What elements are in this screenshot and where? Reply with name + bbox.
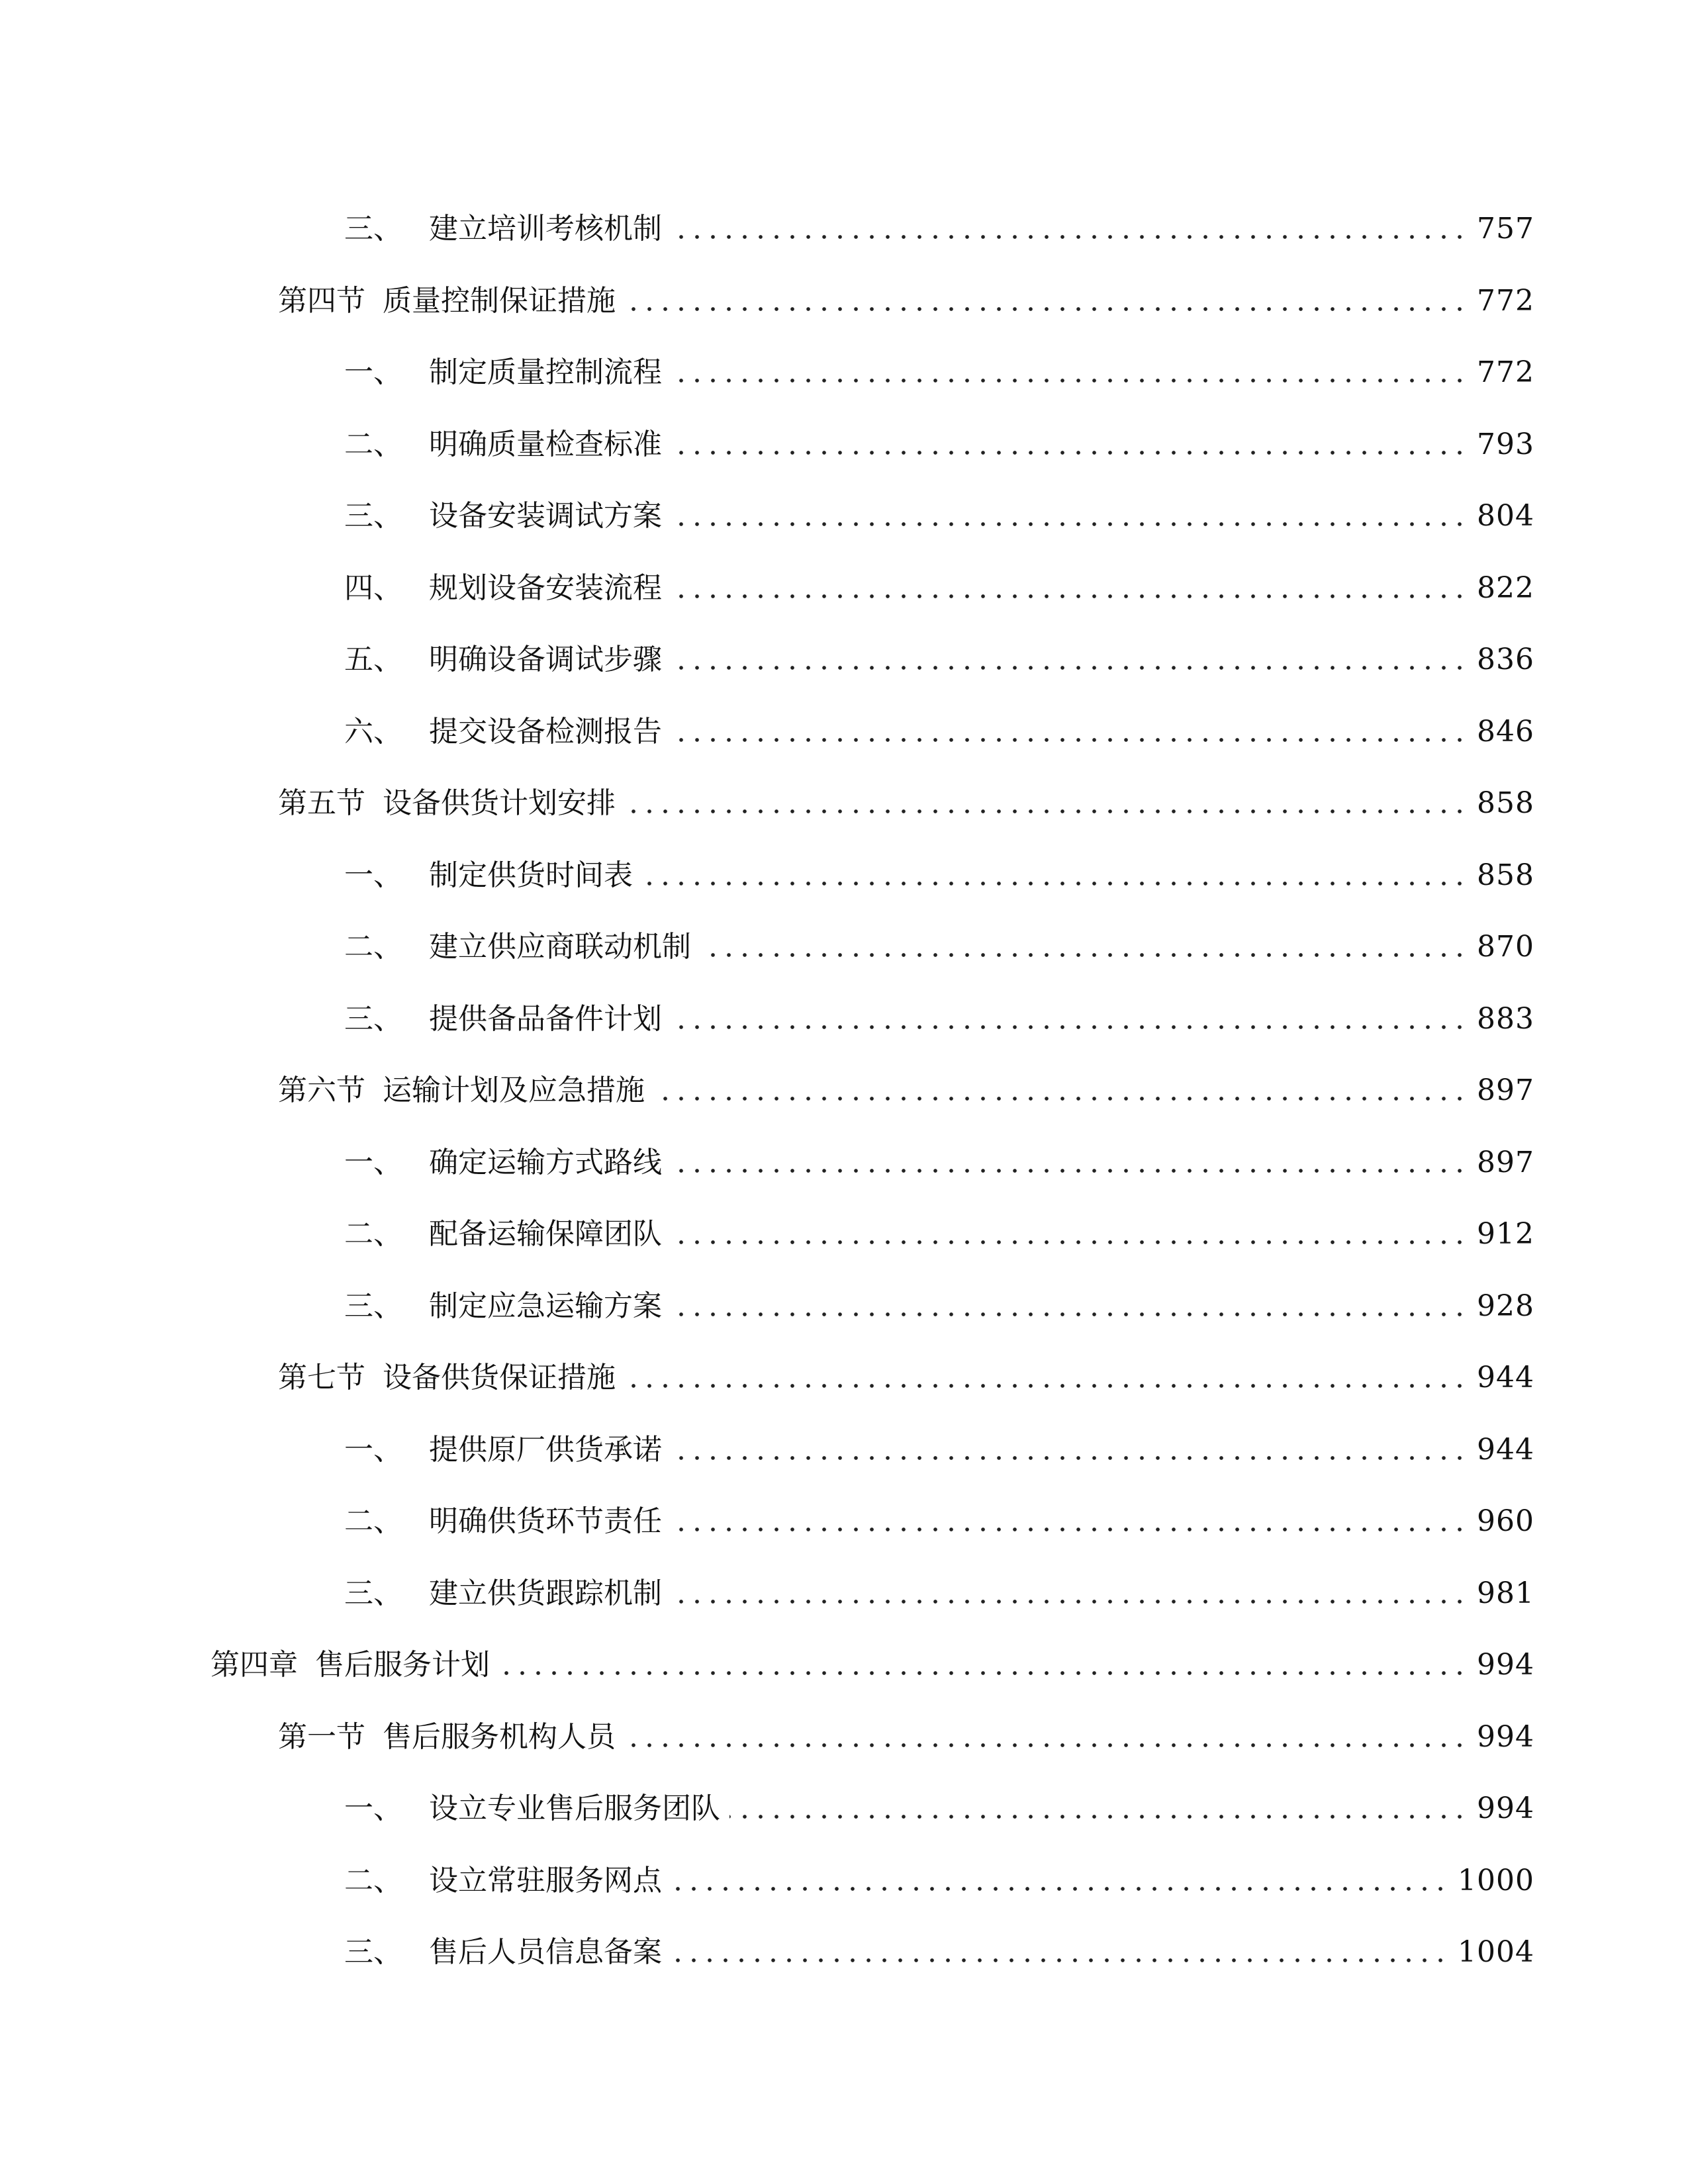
toc-entry-number: 三、 xyxy=(344,1001,402,1036)
toc-entry-title: 明确供货环节责任 xyxy=(429,1504,662,1538)
dot-leader xyxy=(671,594,1468,599)
toc-entry[interactable] xyxy=(278,1699,1534,1752)
toc-entry-page-number: 804 xyxy=(1477,499,1534,533)
toc-entry[interactable] xyxy=(344,981,1534,1034)
dot-leader xyxy=(654,1096,1468,1101)
toc-entry-number: 三、 xyxy=(344,1576,402,1610)
toc-entry[interactable] xyxy=(278,765,1534,818)
toc-entry-number: 第四章 xyxy=(211,1648,298,1682)
toc-entry-page-number: 994 xyxy=(1477,1719,1534,1754)
dot-leader xyxy=(499,1670,1468,1676)
toc-entry[interactable] xyxy=(344,1555,1534,1608)
toc-entry-page-number: 757 xyxy=(1477,212,1534,246)
dot-leader xyxy=(671,1024,1468,1030)
toc-entry-title: 设备供货计划安排 xyxy=(383,786,616,820)
toc-entry-title: 配备运输保障团队 xyxy=(429,1217,662,1251)
toc-entry[interactable] xyxy=(344,837,1534,890)
toc-entry-title: 设备安装调试方案 xyxy=(429,499,662,533)
dot-leader xyxy=(671,1240,1468,1245)
toc-entry-title: 制定应急运输方案 xyxy=(429,1289,662,1323)
toc-entry-number: 一、 xyxy=(344,858,402,892)
dot-leader xyxy=(671,1168,1468,1173)
toc-entry-title: 建立供应商联动机制 xyxy=(429,930,691,964)
toc-entry-number: 三、 xyxy=(344,1289,402,1323)
toc-entry-title: 建立培训考核机制 xyxy=(429,212,662,246)
toc-entry-page-number: 897 xyxy=(1477,1073,1534,1107)
toc-entry-title: 售后服务机构人员 xyxy=(383,1719,616,1754)
toc-entry[interactable] xyxy=(344,909,1534,962)
toc-entry[interactable] xyxy=(278,1340,1534,1392)
toc-entry-title: 规划设备安装流程 xyxy=(429,570,662,605)
dot-leader xyxy=(671,234,1468,240)
toc-entry-number: 二、 xyxy=(344,427,402,461)
toc-entry-page-number: 846 xyxy=(1477,714,1534,749)
toc-entry[interactable] xyxy=(344,334,1534,387)
toc-entry-number: 二、 xyxy=(344,930,402,964)
toc-entry-number: 二、 xyxy=(344,1504,402,1538)
toc-entry-page-number: 772 xyxy=(1477,283,1534,318)
dot-leader xyxy=(671,665,1468,670)
toc-entry-page-number: 772 xyxy=(1477,355,1534,389)
dot-leader xyxy=(700,952,1468,958)
toc-entry[interactable] xyxy=(344,1268,1534,1321)
toc-entry-number: 三、 xyxy=(344,1935,402,1969)
toc-entry-page-number: 994 xyxy=(1477,1792,1534,1825)
toc-entry-page-number: 928 xyxy=(1477,1289,1534,1323)
toc-entry[interactable] xyxy=(344,621,1534,674)
toc-entry-number: 第六节 xyxy=(278,1073,365,1107)
dot-leader xyxy=(642,881,1468,886)
toc-entry-number: 三、 xyxy=(344,499,402,533)
toc-entry-title: 提供备品备件计划 xyxy=(429,1001,662,1036)
toc-entry-page-number: 981 xyxy=(1477,1576,1534,1610)
toc-entry-page-number: 822 xyxy=(1477,570,1534,605)
toc-entry-page-number: 994 xyxy=(1477,1648,1534,1682)
dot-leader xyxy=(625,306,1468,312)
toc-entry-number: 一、 xyxy=(344,1145,402,1179)
toc-entry[interactable] xyxy=(344,1196,1534,1249)
toc-entry-title: 设立常驻服务网点 xyxy=(429,1863,662,1897)
toc-entry-title: 设备供货保证措施 xyxy=(383,1361,616,1394)
toc-entry-page-number: 836 xyxy=(1477,643,1534,676)
dot-leader xyxy=(671,1312,1468,1317)
toc-entry-page-number: 1000 xyxy=(1458,1863,1534,1897)
toc-entry-number: 三、 xyxy=(344,212,402,246)
toc-entry-number: 二、 xyxy=(344,1217,402,1251)
toc-entry-page-number: 858 xyxy=(1477,858,1534,892)
toc-entry[interactable] xyxy=(344,1483,1534,1536)
toc-entry-title: 建立供货跟踪机制 xyxy=(429,1576,662,1610)
dot-leader xyxy=(671,1886,1448,1891)
dot-leader xyxy=(625,1743,1468,1748)
toc-entry-title: 质量控制保证措施 xyxy=(383,283,616,318)
toc-entry-title: 运输计划及应急措施 xyxy=(383,1073,645,1107)
toc-entry-title: 制定质量控制流程 xyxy=(429,355,662,389)
toc-entry-title: 明确质量检查标准 xyxy=(429,427,662,461)
dot-leader xyxy=(671,737,1468,743)
toc-entry-page-number: 944 xyxy=(1477,1432,1534,1467)
toc-entry[interactable] xyxy=(344,478,1534,531)
toc-entry-number: 二、 xyxy=(344,1863,402,1897)
toc-entry-page-number: 1004 xyxy=(1458,1935,1534,1969)
toc-entry-number: 六、 xyxy=(344,714,402,749)
toc-entry-page-number: 897 xyxy=(1477,1145,1534,1179)
toc-entry-number: 第五节 xyxy=(278,786,365,820)
toc-entry[interactable] xyxy=(278,1052,1534,1105)
dot-leader xyxy=(671,1958,1448,1963)
toc-entry-title: 售后人员信息备案 xyxy=(429,1935,662,1969)
dot-leader xyxy=(671,1455,1468,1461)
toc-entry-title: 制定供货时间表 xyxy=(429,858,633,892)
toc-entry-title: 售后服务计划 xyxy=(315,1648,490,1682)
toc-entry[interactable] xyxy=(344,1770,1534,1823)
toc-entry-title: 设立专业售后服务团队 xyxy=(429,1792,720,1825)
toc-entry[interactable] xyxy=(344,1412,1534,1465)
toc-entry-number: 一、 xyxy=(344,355,402,389)
toc-entry-page-number: 912 xyxy=(1477,1217,1534,1251)
toc-entry-number: 第四节 xyxy=(278,283,365,318)
toc-entry-page-number: 858 xyxy=(1477,786,1534,820)
dot-leader xyxy=(625,809,1468,814)
toc-entry-page-number: 944 xyxy=(1477,1361,1534,1394)
toc-entry[interactable] xyxy=(344,1914,1534,1967)
toc-entry-number: 一、 xyxy=(344,1432,402,1467)
toc-entry-title: 提供原厂供货承诺 xyxy=(429,1432,662,1467)
toc-entry[interactable] xyxy=(278,263,1534,316)
dot-leader xyxy=(671,1527,1468,1532)
toc-entry[interactable] xyxy=(344,1124,1534,1177)
toc-entry[interactable] xyxy=(344,191,1534,244)
dot-leader xyxy=(671,522,1468,527)
toc-entry[interactable] xyxy=(344,406,1534,459)
dot-leader xyxy=(729,1814,1468,1819)
toc-entry-number: 一、 xyxy=(344,1792,402,1825)
toc-entry-number: 五、 xyxy=(344,643,402,676)
toc-entry[interactable] xyxy=(211,1627,1534,1680)
toc-entry-title: 确定运输方式路线 xyxy=(429,1145,662,1179)
toc-entry[interactable] xyxy=(344,1843,1534,1895)
dot-leader xyxy=(671,1599,1468,1604)
toc-entry-page-number: 883 xyxy=(1477,1001,1534,1036)
dot-leader xyxy=(671,378,1468,383)
toc-entry-number: 第七节 xyxy=(278,1361,365,1394)
toc-entry-page-number: 960 xyxy=(1477,1504,1534,1538)
toc-entry-page-number: 870 xyxy=(1477,930,1534,964)
toc-entry-number: 四、 xyxy=(344,570,402,605)
toc-entry-title: 明确设备调试步骤 xyxy=(429,643,662,676)
toc-entry-page-number: 793 xyxy=(1477,427,1534,461)
toc-entry-number: 第一节 xyxy=(278,1719,365,1754)
toc-entry[interactable] xyxy=(344,550,1534,603)
dot-leader xyxy=(671,450,1468,455)
toc-entry[interactable] xyxy=(344,694,1534,747)
toc-entry-title: 提交设备检测报告 xyxy=(429,714,662,749)
dot-leader xyxy=(625,1383,1468,1388)
